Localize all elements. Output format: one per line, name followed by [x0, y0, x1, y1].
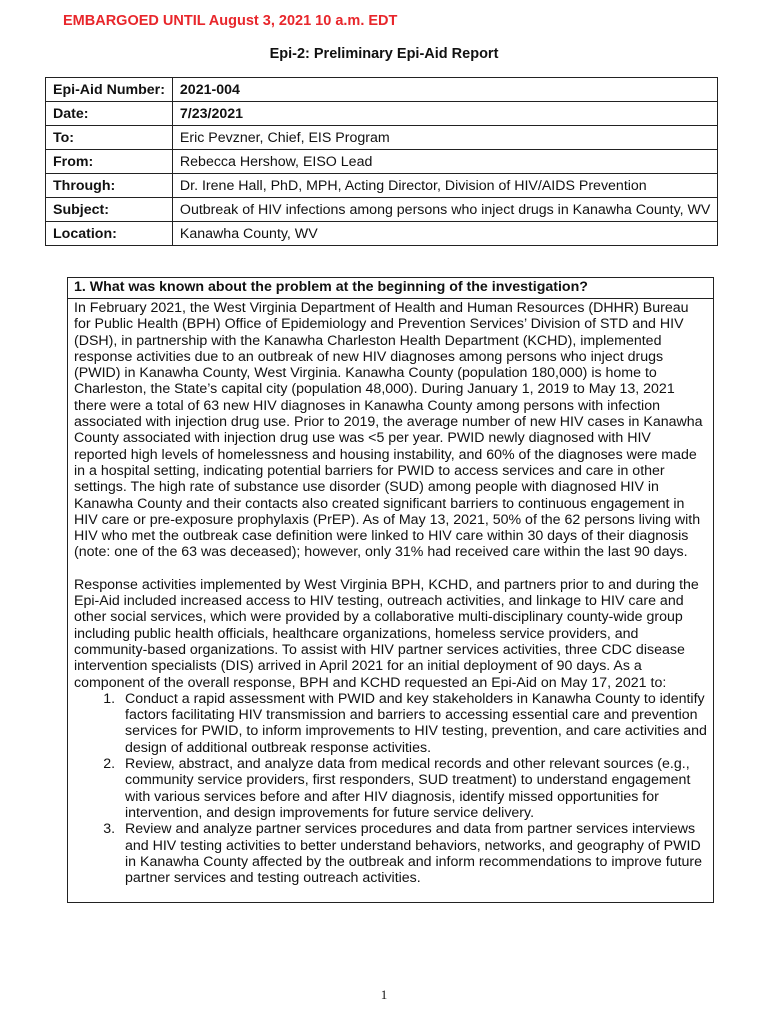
- table-row: [46, 78, 718, 102]
- document-title: Epi-2: Preliminary Epi-Aid Report: [269, 46, 499, 62]
- table-row: [46, 126, 718, 150]
- section-1-heading: 1. What was known about the problem at the beginning of the investigation?: [68, 278, 713, 299]
- section-1-body: [68, 299, 713, 886]
- to-value: Eric Pevzner, Chief, EIS Program: [172, 126, 717, 150]
- list-item: 2. Review, abstract, and analyze data from medical records and other relevant sources (e.g., community service providers, first responders, SUD treatment) to understand engagement with various services before and after HIV diagnosis, identify missed opportunities for intervention, and design improvements for future service delivery.: [119, 756, 707, 821]
- table-row: [46, 150, 718, 174]
- to-label: To:: [46, 126, 173, 150]
- epi-aid-number-label: Epi-Aid Number:: [46, 78, 173, 102]
- subject-label: Subject:: [46, 198, 173, 222]
- list-item: 1. Conduct a rapid assessment with PWID and key stakeholders in Kanawha County to identify factors facilitating HIV transmission and barriers to accessing essential care and prevention services for PWID, to inform improvements to HIV testing, prevention, and care activities and design of additional outbreak response activities.: [119, 691, 707, 756]
- list-item: 3. Review and analyze partner services procedures and data from partner services interviews and HIV testing activities to better understand behaviors, networks, and geography of PWID in Kanawha County affected by the outbreak and inform recommendations to improve future partner services and testing outreach activities.: [119, 821, 707, 886]
- page-number: 1: [380, 987, 388, 1002]
- date-label: Date:: [46, 102, 173, 126]
- table-row: [46, 222, 718, 246]
- location-value: Kanawha County, WV: [172, 222, 717, 246]
- table-row: [46, 174, 718, 198]
- epi-aid-number-value: 2021-004: [172, 78, 717, 102]
- table-row: [46, 102, 718, 126]
- epi-aid-objectives-list: [74, 691, 707, 887]
- paragraph-background: In February 2021, the West Virginia Department of Health and Human Resources (DHHR) Bureau for Public Health (BPH) Office of Epidemiology and Prevention Services’ Division of STD and HIV (DSH), in partnership with the Kanawha Charleston Health Department (KCHD), implemented response activities due to an outbreak of new HIV diagnoses among persons who inject drugs (PWID) in Kanawha County, West Virginia. Kanawha County (population 180,000) is home to Charleston, the State’s capital city (population 48,000). During January 1, 2019 to May 13, 2021 there were a total of 63 new HIV diagnoses in Kanawha County among persons with infection associated with injection drug use. Prior to 2019, the average number of new HIV cases in Kanawha County associated with injection drug use was <5 per year. PWID newly diagnosed with HIV reported high levels of homelessness and housing instability, and 60% of the diagnoses were made in a hospital setting, indicating potential barriers for PWID to access services and care in other settings. The high rate of substance use disorder (SUD) among people with diagnosed HIV in Kanawha County and their contacts also created significant barriers to continuous engagement in HIV care or pre-exposure prophylaxis (PrEP). As of May 13, 2021, 50% of the 62 persons living with HIV who met the outbreak case definition were linked to HIV care within 30 days of their diagnosis (note: one of the 63 was deceased); however, only 31% had received care within the last 90 days.: [74, 300, 703, 561]
- section-1-box: [67, 277, 714, 903]
- paragraph-response-activities: Response activities implemented by West Virginia BPH, KCHD, and partners prior to and during the Epi-Aid included increased access to HIV testing, outreach activities, and linkage to HIV care and other social services, which were provided by a collaborative multi-disciplinary county-wide group including public health officials, healthcare organizations, homeless service providers, and community-based organizations. To assist with HIV partner services activities, three CDC disease intervention specialists (DIS) arrived in April 2021 for an initial deployment of 90 days. As a component of the overall response, BPH and KCHD requested an Epi-Aid on May 17, 2021 to:: [74, 576, 699, 691]
- through-value: Dr. Irene Hall, PhD, MPH, Acting Director, Division of HIV/AIDS Prevention: [172, 174, 717, 198]
- from-label: From:: [46, 150, 173, 174]
- from-value: Rebecca Hershow, EISO Lead: [172, 150, 717, 174]
- epi-aid-info-table: [45, 77, 718, 246]
- date-value: 7/23/2021: [172, 102, 717, 126]
- through-label: Through:: [46, 174, 173, 198]
- embargo-notice: EMBARGOED UNTIL August 3, 2021 10 a.m. EDT: [63, 13, 398, 29]
- location-label: Location:: [46, 222, 173, 246]
- table-row: [46, 198, 718, 222]
- subject-value: Outbreak of HIV infections among persons who inject drugs in Kanawha County, WV: [172, 198, 717, 222]
